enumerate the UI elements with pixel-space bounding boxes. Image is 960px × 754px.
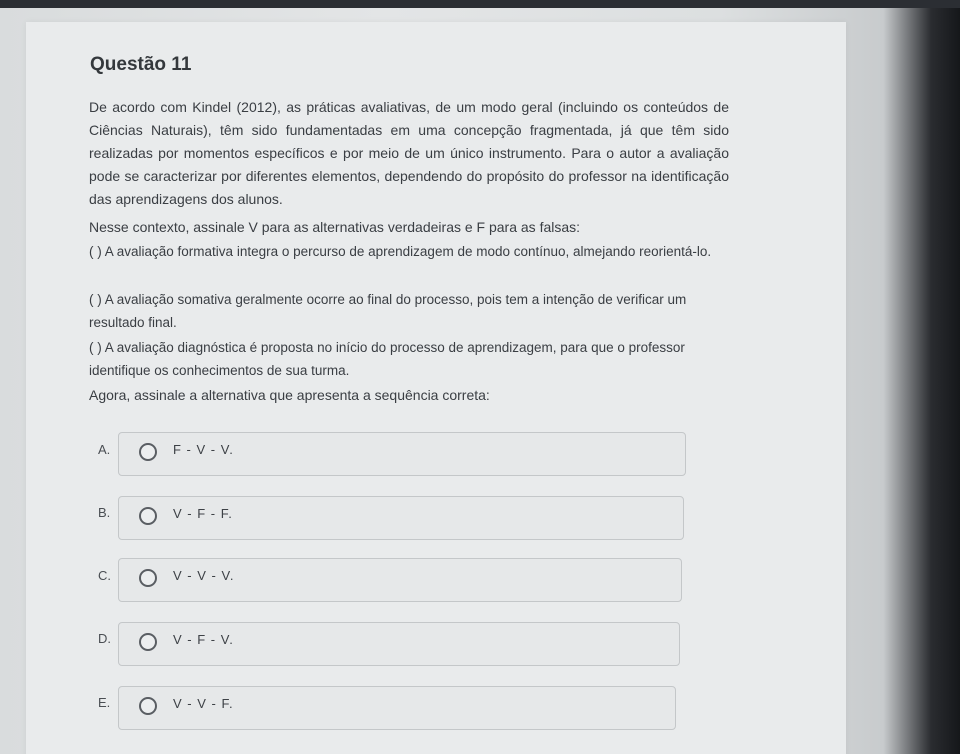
screen-top-bezel (0, 0, 960, 8)
option-d-text: V - F - V. (173, 632, 234, 647)
option-b-radio[interactable] (139, 507, 157, 525)
option-d-radio[interactable] (139, 633, 157, 651)
option-d-letter: D. (98, 631, 111, 646)
question-title: Questão 11 (90, 54, 192, 75)
option-c-text: V - V - V. (173, 568, 235, 583)
question-prompt: Agora, assinale a alternativa que apresenta a sequência correta: (89, 387, 490, 403)
option-d[interactable] (118, 622, 680, 666)
option-a-letter: A. (98, 442, 111, 457)
option-c[interactable] (118, 558, 682, 602)
option-e-text: V - V - F. (173, 696, 234, 711)
option-b[interactable] (118, 496, 684, 540)
option-c-radio[interactable] (139, 569, 157, 587)
question-instruction: Nesse contexto, assinale V para as alternativas verdadeiras e F para as falsas: (89, 219, 581, 235)
option-b-text: V - F - F. (173, 506, 233, 521)
option-e-letter: E. (98, 695, 111, 710)
statement-1: ( ) A avaliação formativa integra o percurso de aprendizagem de modo contínuo, almejando reorientá-lo. (89, 244, 712, 259)
option-a-radio[interactable] (139, 443, 157, 461)
question-intro: De acordo com Kindel (2012), as práticas avaliativas, de um modo geral (incluindo os conteúdos de Ciências Naturais), têm sido fundamentadas em uma concepção fragmentada, já que têm sido realizadas por momentos específicos e por meio de um único instrumento. Para o autor a avaliação pode se caracterizar por diferentes elementos, dependendo do propósito do professor na identificação das aprendizagens dos alunos. (89, 99, 729, 207)
option-a-text: F - V - V. (173, 442, 234, 457)
option-a[interactable] (118, 432, 686, 476)
statement-3: ( ) A avaliação diagnóstica é proposta no início do processo de aprendizagem, para que o professor identifique os conhecimentos de sua turma. (89, 340, 685, 378)
option-c-letter: C. (98, 568, 111, 583)
option-e-radio[interactable] (139, 697, 157, 715)
option-b-letter: B. (98, 505, 111, 520)
statement-2: ( ) A avaliação somativa geralmente ocorre ao final do processo, pois tem a intenção de verificar um resultado final. (89, 292, 687, 330)
option-e[interactable] (118, 686, 676, 730)
